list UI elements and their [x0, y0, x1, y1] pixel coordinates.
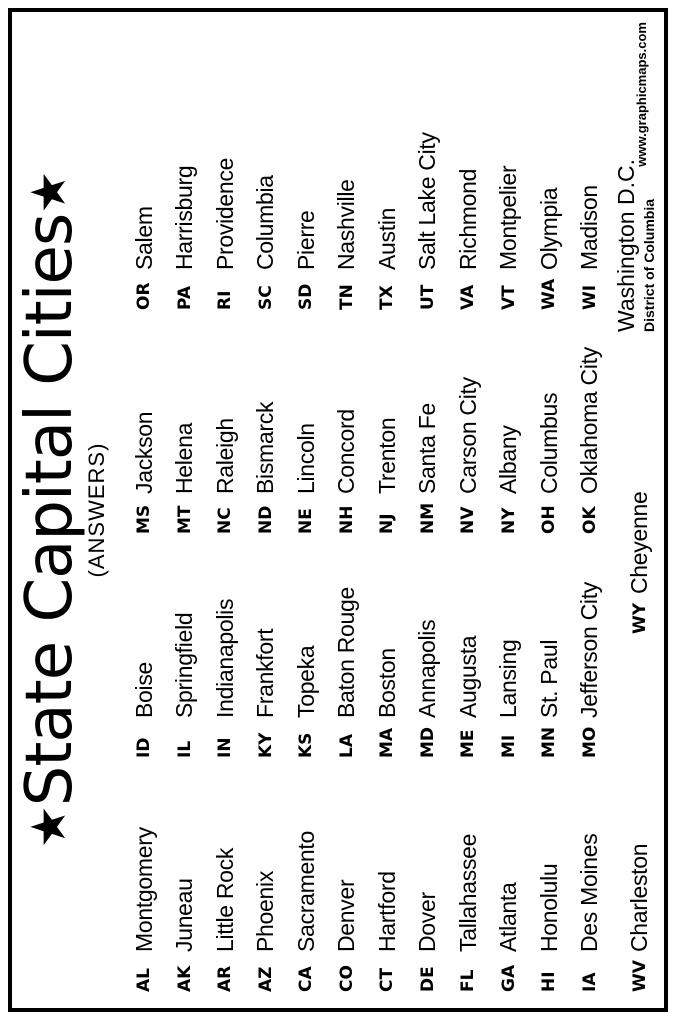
capital-name: Nashville [333, 179, 360, 270]
state-abbr: GA [498, 964, 519, 992]
state-abbr: CT [377, 967, 398, 992]
capitals-column [124, 827, 610, 992]
list-item [529, 347, 570, 534]
list-item [165, 582, 206, 758]
state-abbr: DE [417, 966, 438, 992]
list-item [367, 582, 408, 758]
state-abbr: IL [174, 740, 195, 758]
list-item [529, 132, 570, 310]
state-abbr: NC [215, 507, 236, 534]
list-item [448, 582, 489, 758]
state-abbr: NY [498, 507, 519, 534]
list-item [165, 132, 206, 310]
list-item [165, 347, 206, 534]
capital-name: Denver [333, 879, 360, 952]
state-abbr: KS [296, 732, 317, 758]
state-abbr: OR [134, 282, 155, 310]
list-item [327, 347, 368, 534]
state-abbr: VT [498, 285, 519, 310]
list-item [205, 132, 246, 310]
capital-name: Indianapolis [211, 598, 238, 718]
state-abbr: IN [215, 737, 236, 758]
capital-name: Columbia [252, 175, 279, 270]
list-item [448, 347, 489, 534]
capital-name: Sacramento [292, 830, 319, 952]
state-abbr: TX [377, 285, 398, 310]
state-abbr: AK [174, 965, 195, 992]
state-abbr: NM [417, 502, 438, 534]
list-item [448, 827, 489, 992]
capital-name: Honolulu [535, 863, 562, 952]
list-item [408, 347, 449, 534]
list-item [327, 132, 368, 310]
capital-name: Tallahassee [454, 833, 481, 952]
list-item [448, 132, 489, 310]
state-abbr: FL [458, 969, 479, 992]
state-abbr: TN [336, 284, 357, 310]
capital-name: Raleigh [211, 418, 238, 494]
list-item [246, 827, 287, 992]
list-item [205, 582, 246, 758]
capital-name: Baton Rouge [333, 587, 360, 718]
list-item [327, 582, 368, 758]
list-item [367, 347, 408, 534]
state-abbr: MA [377, 727, 398, 758]
state-abbr: KY [255, 732, 276, 758]
title-text: State Capital Cities [13, 213, 87, 807]
capital-name: Santa Fe [414, 403, 441, 494]
state-abbr: WA [539, 278, 560, 310]
state-abbr: RI [215, 290, 236, 310]
list-item [286, 132, 327, 310]
worksheet [8, 8, 668, 1012]
capital-name: Topeka [292, 645, 319, 718]
state-abbr: AL [134, 968, 155, 992]
state-abbr: ND [255, 505, 276, 534]
list-item [205, 347, 246, 534]
capital-name: Providence [211, 157, 238, 270]
list-item [124, 347, 165, 534]
capital-name: Austin [373, 207, 400, 270]
state-abbr: MN [539, 726, 560, 758]
list-item [570, 827, 611, 992]
state-abbr: MS [134, 504, 155, 534]
state-abbr: MD [417, 726, 438, 758]
list-item [367, 132, 408, 310]
capital-name: Boise [130, 661, 157, 718]
state-abbr: PA [174, 285, 195, 310]
state-abbr: ME [458, 729, 479, 758]
capital-name: Hartford [373, 871, 400, 952]
state-abbr: MI [498, 734, 519, 758]
list-item [246, 347, 287, 534]
state-abbr: SC [255, 285, 276, 310]
capital-name: Harrisburg [171, 165, 198, 270]
source-url: www.graphicmaps.com [634, 22, 649, 167]
state-abbr: MT [174, 505, 195, 534]
list-item [529, 827, 570, 992]
list-item [408, 132, 449, 310]
state-abbr: IA [579, 972, 600, 992]
capital-name: Carson City [454, 377, 481, 494]
state-abbr: OH [539, 505, 560, 534]
state-abbr: LA [336, 734, 357, 758]
list-item [124, 827, 165, 992]
page-title [14, 8, 85, 1012]
list-item [408, 827, 449, 992]
list-item [570, 347, 611, 534]
state-abbr: NH [336, 505, 357, 534]
list-item [489, 582, 530, 758]
state-abbr: UT [417, 284, 438, 310]
list-item [286, 347, 327, 534]
state-abbr: NV [458, 506, 479, 534]
capital-name: Albany [495, 425, 522, 494]
dc-capital-name: Washington D.C. [613, 159, 639, 332]
list-item [124, 582, 165, 758]
state-abbr: SD [296, 283, 317, 310]
capital-name: Pierre [292, 210, 319, 270]
capital-name: Olympia [535, 187, 562, 270]
state-abbr: AR [215, 965, 236, 992]
capital-name: Richmond [454, 168, 481, 270]
capital-name: Salem [130, 206, 157, 270]
capitals-column [124, 582, 610, 758]
capital-name: Salt Lake City [414, 132, 441, 270]
list-item [286, 582, 327, 758]
capital-name: Montgomery [130, 827, 157, 952]
star-icon: ★ [21, 806, 77, 849]
list-item [529, 582, 570, 758]
list-item [367, 827, 408, 992]
capital-name: Charleston [626, 843, 652, 952]
capital-name: Dover [414, 892, 441, 952]
capital-name: Oklahoma City [576, 347, 603, 494]
capital-name: Helena [171, 422, 198, 494]
capital-name: Des Moines [576, 833, 603, 952]
state-abbr: WY [629, 602, 650, 634]
capital-name: Phoenix [252, 870, 279, 952]
capital-name: Frankfort [252, 628, 279, 718]
list-item [124, 132, 165, 310]
capital-name: Jefferson City [576, 582, 603, 718]
capital-name: Atlanta [495, 882, 522, 952]
capital-name: Jackson [130, 411, 157, 494]
list-item [246, 132, 287, 310]
capital-name: Juneau [171, 878, 198, 952]
dc-name: District of Columbia [641, 198, 657, 332]
capital-name: Cheyenne [626, 491, 652, 594]
capital-name: Lansing [495, 639, 522, 718]
list-item [286, 827, 327, 992]
list-item-wy [626, 492, 653, 634]
capital-name: Madison [576, 185, 603, 270]
list-item [489, 132, 530, 310]
list-item [327, 827, 368, 992]
capital-name: Springfield [171, 612, 198, 718]
list-item [408, 582, 449, 758]
list-item [570, 132, 611, 310]
list-item [489, 347, 530, 534]
list-item [205, 827, 246, 992]
capital-name: Concord [333, 409, 360, 494]
state-abbr: HI [539, 971, 560, 992]
list-item [570, 582, 611, 758]
state-abbr: VA [458, 284, 479, 310]
capital-name: Little Rock [211, 847, 238, 952]
capital-name: Annapolis [414, 619, 441, 718]
capital-name: Bismarck [252, 401, 279, 494]
state-abbr: NE [296, 508, 317, 534]
capital-name: Montpelier [495, 165, 522, 270]
capitals-column [124, 132, 610, 310]
list-item [246, 582, 287, 758]
capital-name: Columbus [535, 392, 562, 494]
capital-name: St. Paul [535, 639, 562, 718]
state-abbr: OK [579, 506, 600, 534]
list-item [165, 827, 206, 992]
state-abbr: MO [579, 726, 600, 758]
state-abbr: ID [134, 737, 155, 758]
capital-name: Boston [373, 648, 400, 718]
state-abbr: AZ [255, 966, 276, 992]
capitals-column [124, 347, 610, 534]
star-icon: ★ [21, 171, 77, 214]
capital-name: Trenton [373, 417, 400, 494]
state-abbr: WV [629, 960, 650, 992]
state-abbr: WI [579, 284, 600, 310]
state-abbr: CO [336, 965, 357, 992]
page-subtitle: (ANSWERS) [84, 442, 109, 578]
state-abbr: NJ [377, 513, 398, 534]
list-item [489, 827, 530, 992]
state-abbr: CA [296, 966, 317, 992]
list-item-wv [626, 844, 653, 992]
capital-name: Lincoln [292, 423, 319, 494]
capital-name: Augusta [454, 635, 481, 718]
